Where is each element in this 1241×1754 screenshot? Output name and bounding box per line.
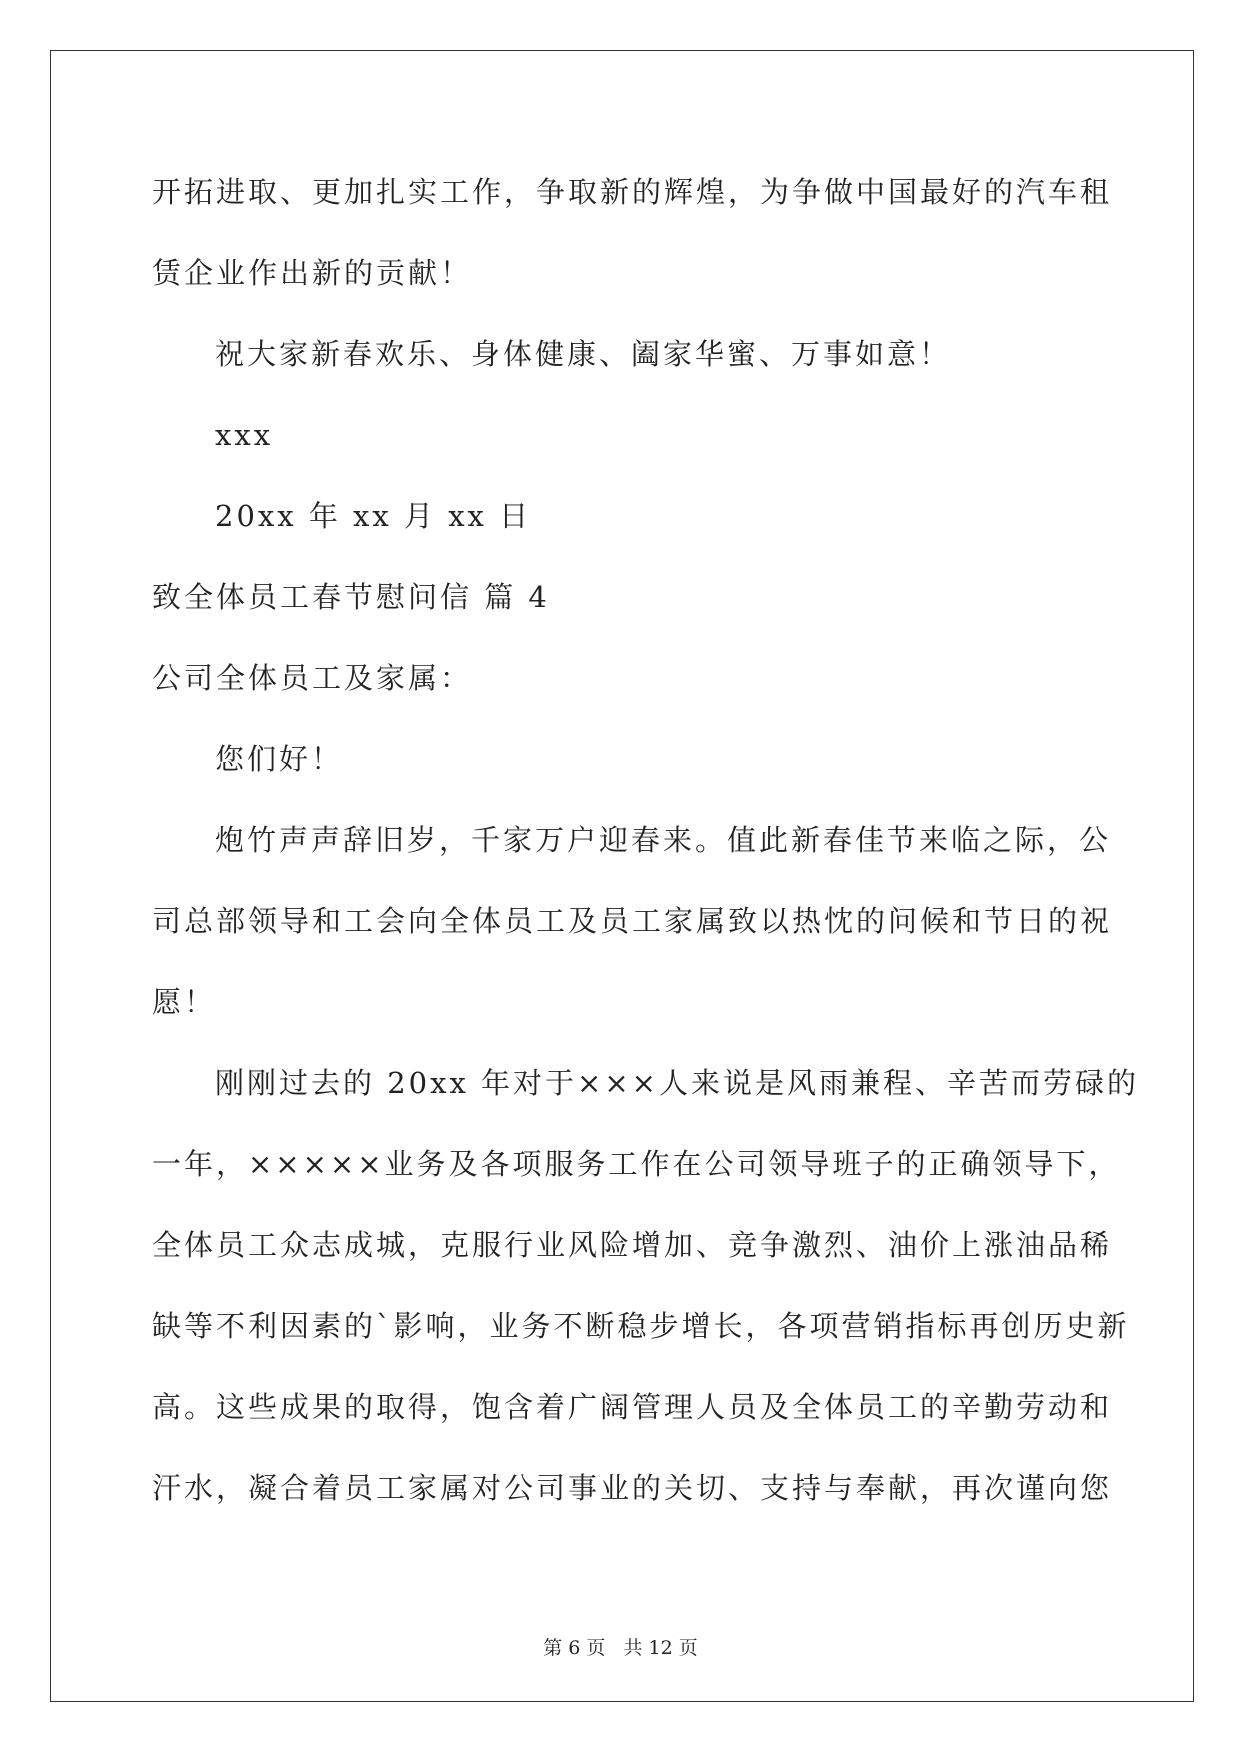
text-line: 司总部领导和工会向全体员工及员工家属致以热忱的问候和节日的祝 bbox=[152, 904, 1113, 938]
page-footer bbox=[0, 1633, 1241, 1660]
text-line: 开拓进取、更加扎实工作，争取新的辉煌，为争做中国最好的汽车租 bbox=[152, 175, 1113, 209]
total-pages: 共 12 页 bbox=[623, 1637, 698, 1659]
text-line: 炮竹声声辞旧岁，千家万户迎春来。值此新春佳节来临之际，公 bbox=[215, 823, 1112, 857]
text-line: 祝大家新春欢乐、身体健康、阖家华蜜、万事如意！ bbox=[215, 337, 952, 371]
greeting: 您们好！ bbox=[215, 742, 344, 776]
text-line: 刚刚过去的 20xx 年对于×××人来说是风雨兼程、辛苦而劳碌的 bbox=[215, 1066, 1139, 1100]
text-line: 汗水，凝合着员工家属对公司事业的关切、支持与奉献，再次谨向您 bbox=[152, 1471, 1113, 1505]
signature: xxx bbox=[215, 418, 274, 452]
text-line: 赁企业作出新的贡献！ bbox=[152, 256, 473, 290]
text-line: 高。这些成果的取得，饱含着广阔管理人员及全体员工的辛勤劳动和 bbox=[152, 1390, 1113, 1424]
text-line: 愿！ bbox=[152, 985, 217, 1019]
section-heading: 致全体员工春节慰问信 篇 4 bbox=[152, 580, 550, 614]
date-line: 20xx 年 xx 月 xx 日 bbox=[215, 499, 532, 533]
page-number: 第 6 页 bbox=[543, 1637, 606, 1659]
salutation: 公司全体员工及家属： bbox=[152, 661, 473, 695]
text-line: 一年，×××××业务及各项服务工作在公司领导班子的正确领导下， bbox=[152, 1147, 1121, 1181]
document-body bbox=[152, 167, 1139, 1544]
text-line: 全体员工众志成城，克服行业风险增加、竞争激烈、油价上涨油品稀 bbox=[152, 1228, 1113, 1262]
text-line: 缺等不利因素的`影响，业务不断稳步增长，各项营销指标再创历史新 bbox=[152, 1309, 1130, 1343]
